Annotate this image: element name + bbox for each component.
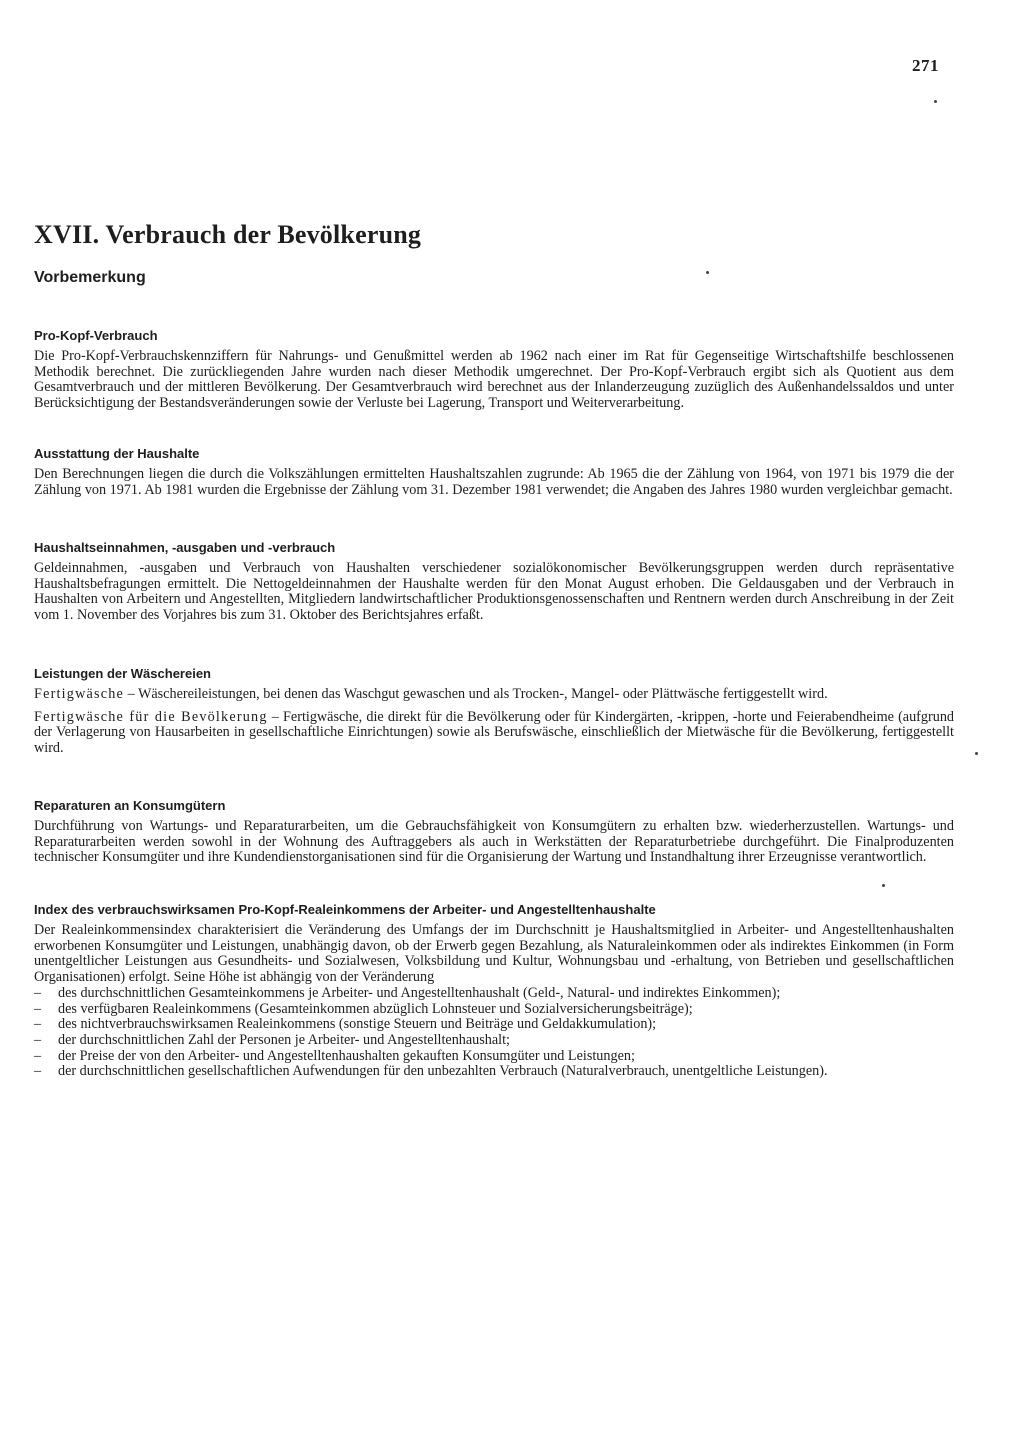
list-item: – der durchschnittlichen Zahl der Personen je Arbeiter- und Angestelltenhaushalt; <box>34 1031 511 1048</box>
definition-paragraph <box>34 687 954 703</box>
section-haushaltseinnahmen <box>34 540 954 624</box>
dash-marker: – <box>34 1016 42 1033</box>
dash-list <box>34 986 954 1080</box>
definition-text: – Wäschereileistungen, bei denen das Waschgut gewaschen und als Trocken-, Mangel- oder Plättwäsche fertiggestellt wird. <box>124 686 828 702</box>
definition-paragraph <box>34 710 954 757</box>
definition-term: Fertigwäsche für die Bevölkerung <box>34 708 268 725</box>
list-item: – des nichtverbrauchswirksamen Realeinkommens (sonstige Steuern und Beiträge und Geldakkumulation); <box>34 1016 657 1033</box>
section-heading: Haushaltseinnahmen, -ausgaben und -verbrauch <box>34 540 336 555</box>
section-heading: Reparaturen an Konsumgütern <box>34 798 226 813</box>
page-number: 271 <box>912 56 939 75</box>
section-pro-kopf-verbrauch <box>34 328 954 412</box>
page-title: XVII. Verbrauch der Bevölkerung <box>34 220 422 249</box>
list-item: – des verfügbaren Realeinkommens (Gesamteinkommen abzüglich Lohnsteuer und Sozialversicherungsbeiträge); <box>34 1000 693 1017</box>
dash-marker: – <box>34 1047 42 1064</box>
definition-text: – Fertigwäsche, die direkt für die Bevölkerung oder für Kindergärten, -krippen, -horte und Feierabendheime (aufgrund der Verlagerung von Hausarbeiten in gesellschaftliche Einrichtungen) sowie als Berufswäsche, einschließlich der Mietwäsche für die Bevölkerung, fertiggestellt wird. <box>34 708 955 757</box>
section-paragraph: Geldeinnahmen, -ausgaben und Verbrauch von Haushalten verschiedener sozialökonomischer Bevölkerungsgruppen werden durch repräsentative Haushaltsbefragungen ermittelt. Die Nettogeldeinnahmen der Haushalte werden für den Monat August erhoben. Die Geldausgaben und der Verbrauch in Haushalten von Arbeitern und Angestellten, Mitgliedern landwirtschaftlicher Produktionsgenossenschaften und Rentnern werden durch Anschreibung in der Zeit vom 1. November des Vorjahres bis zum 31. Oktober des Berichtsjahres erfaßt. <box>34 560 954 624</box>
dash-marker: – <box>34 984 42 1001</box>
list-item: – der durchschnittlichen gesellschaftlichen Aufwendungen für den unbezahlten Verbrauch (Naturalverbrauch, unentgeltliche Leistungen). <box>34 1063 828 1080</box>
section-subtitle: Vorbemerkung <box>34 269 146 286</box>
section-heading: Pro-Kopf-Verbrauch <box>34 328 158 343</box>
section-realeinkommensindex <box>34 902 954 1080</box>
dash-marker: – <box>34 1000 42 1017</box>
section-heading: Index des verbrauchswirksamen Pro-Kopf-Realeinkommens der Arbeiter- und Angestelltenhaushalte <box>34 902 656 917</box>
section-paragraph: Den Berechnungen liegen die durch die Volkszählungen ermittelten Haushaltszahlen zugrunde: Ab 1965 die der Zählung von 1964, von 1971 bis 1979 die der Zählung von 1971. Ab 1981 wurden die Ergebnisse der Zählung vom 31. Dezember 1981 verwendet; die Angaben des Jahres 1980 wurden vergleichbar gemacht. <box>34 466 954 498</box>
list-item: – der Preise der von den Arbeiter- und Angestelltenhaushalten gekauften Konsumgüter und Leistungen; <box>34 1047 635 1064</box>
section-reparaturen <box>34 798 954 866</box>
scan-speck <box>975 752 978 755</box>
section-heading: Ausstattung der Haushalte <box>34 446 200 461</box>
dash-marker: – <box>34 1063 42 1080</box>
definition-term: Fertigwäsche <box>34 686 125 702</box>
scan-speck <box>706 271 709 274</box>
section-paragraph: Durchführung von Wartungs- und Reparaturarbeiten, um die Gebrauchsfähigkeit von Konsumgütern zu erhalten bzw. wiederherzustellen. Wartungs- und Reparaturarbeiten werden sowohl in der Wohnung des Auftraggebers als auch in Werkstätten der Reparaturbetriebe durchgeführt. Die Finalproduzenten technischer Konsumgüter und ihre Kundendienstorganisationen sind für die Organisierung der Wartung und Instandhaltung ihrer Erzeugnisse verantwortlich. <box>34 818 954 866</box>
scan-speck <box>882 884 885 887</box>
section-ausstattung-der-haushalte <box>34 446 954 498</box>
dash-marker: – <box>34 1031 42 1048</box>
section-heading: Leistungen der Wäschereien <box>34 666 211 681</box>
section-paragraph: Der Realeinkommensindex charakterisiert die Veränderung des Umfangs der im Durchschnitt je Haushaltsmitglied in Arbeiter- und Angestelltenhaushalten erworbenen Konsumgüter und Leistungen, unabhängig davon, ob der Erwerb gegen Bezahlung, als Naturaleinkommen oder als indirektes Einkommen (in Form unentgeltlicher Leistungen aus Gesundheits- und Sozialwesen, Volksbildung und Kultur, Wohnungsbau und -erhaltung, von Betrieben und gesellschaftlichen Organisationen) erfolgt. Seine Höhe ist abhängig von der Veränderung <box>34 922 954 986</box>
section-leistungen-der-waeschereien <box>34 666 954 757</box>
section-paragraph: Die Pro-Kopf-Verbrauchskennziffern für Nahrungs- und Genußmittel werden ab 1962 nach einer im Rat für Gegenseitige Wirtschaftshilfe beschlossenen Methodik berechnet. Die zurückliegenden Jahre wurden nach dieser Methodik umgerechnet. Der Pro-Kopf-Verbrauch ergibt sich als Quotient aus dem Gesamtverbrauch und der mittleren Bevölkerung. Der Gesamtverbrauch wird berechnet aus der Inlanderzeugung zuzüglich des Außenhandelssaldos und unter Berücksichtigung der Bestandsveränderungen sowie der Verluste bei Lagerung, Transport und Weiterverarbeitung. <box>34 348 954 412</box>
list-item: – des durchschnittlichen Gesamteinkommens je Arbeiter- und Angestelltenhaushalt (Geld-, Natural- und indirektes Einkommen); <box>34 984 781 1001</box>
scan-speck <box>934 100 937 103</box>
